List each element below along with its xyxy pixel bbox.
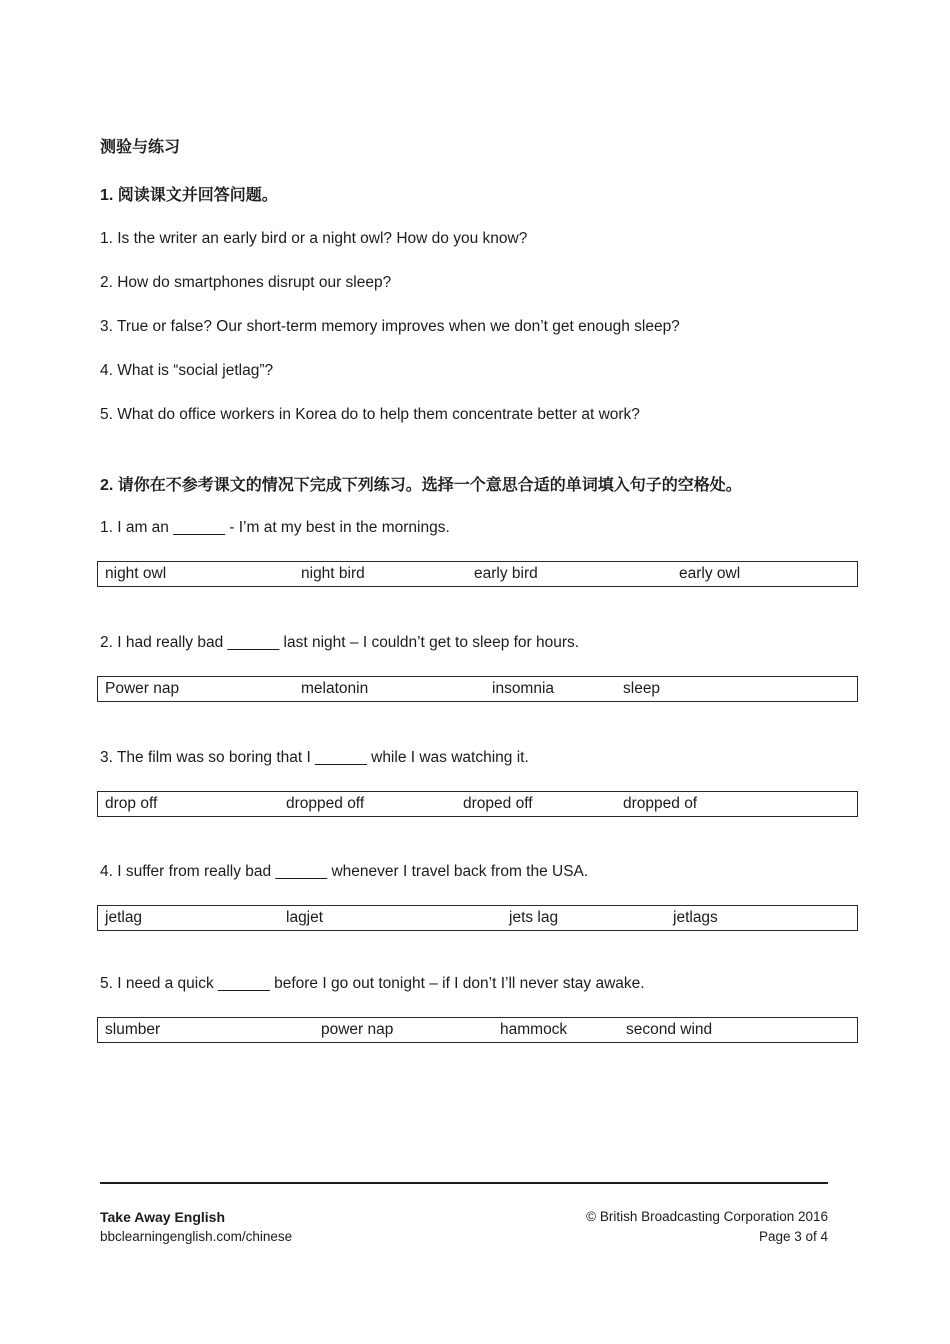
exercise-sentence: 5. I need a quick ______ before I go out tonight – if I don’t I’ll never stay awake. xyxy=(100,975,645,992)
question-item: 1. Is the writer an early bird or a night owl? How do you know? xyxy=(100,230,528,247)
option-item: power nap xyxy=(321,1021,394,1038)
exercise-sentence: 4. I suffer from really bad ______ whenever I travel back from the USA. xyxy=(100,863,589,880)
question-item: 3. True or false? Our short-term memory improves when we don’t get enough sleep? xyxy=(100,318,680,335)
page-title: 测验与练习 xyxy=(100,139,181,156)
option-item: melatonin xyxy=(301,680,369,697)
option-item: early owl xyxy=(679,565,741,582)
option-item: lagjet xyxy=(286,909,324,926)
exercise-sentence: 2. I had really bad ______ last night – I couldn’t get to sleep for hours. xyxy=(100,634,580,651)
section2-heading: 2. 请你在不参考课文的情况下完成下列练习。选择一个意思合适的单词填入句子的空格处。 xyxy=(100,477,742,494)
option-item: hammock xyxy=(500,1021,568,1038)
option-item: drop off xyxy=(105,795,158,812)
option-item: dropped of xyxy=(623,795,698,812)
option-item: night owl xyxy=(105,565,167,582)
option-item: second wind xyxy=(626,1021,713,1038)
section1-heading: 1. 阅读课文并回答问题。 xyxy=(100,187,278,204)
footer-page: Page 3 of 4 xyxy=(758,1229,828,1244)
option-item: insomnia xyxy=(492,680,555,697)
option-item: jetlags xyxy=(673,909,718,926)
options-box xyxy=(97,905,858,931)
option-item: night bird xyxy=(301,565,365,582)
exercise-sentence: 1. I am an ______ - I’m at my best in the mornings. xyxy=(100,519,450,536)
question-item: 2. How do smartphones disrupt our sleep? xyxy=(100,274,392,291)
footer-copyright: © British Broadcasting Corporation 2016 xyxy=(586,1209,828,1224)
option-item: slumber xyxy=(105,1021,161,1038)
option-item: jets lag xyxy=(509,909,559,926)
options-box xyxy=(97,561,858,587)
option-item: dropped off xyxy=(286,795,365,812)
options-box xyxy=(97,1017,858,1043)
option-item: Power nap xyxy=(105,680,180,697)
footer-site: bbclearningenglish.com/chinese xyxy=(100,1229,293,1244)
options-box xyxy=(97,791,858,817)
question-item: 5. What do office workers in Korea do to help them concentrate better at work? xyxy=(100,406,640,423)
option-item: jetlag xyxy=(105,909,143,926)
exercise-sentence: 3. The film was so boring that I ______ while I was watching it. xyxy=(100,749,529,766)
footer-brand: Take Away English xyxy=(100,1209,226,1225)
question-item: 4. What is “social jetlag”? xyxy=(100,362,274,379)
option-item: sleep xyxy=(623,680,661,697)
options-box xyxy=(97,676,858,702)
option-item: droped off xyxy=(463,795,533,812)
footer-divider xyxy=(100,1182,828,1184)
option-item: early bird xyxy=(474,565,538,582)
